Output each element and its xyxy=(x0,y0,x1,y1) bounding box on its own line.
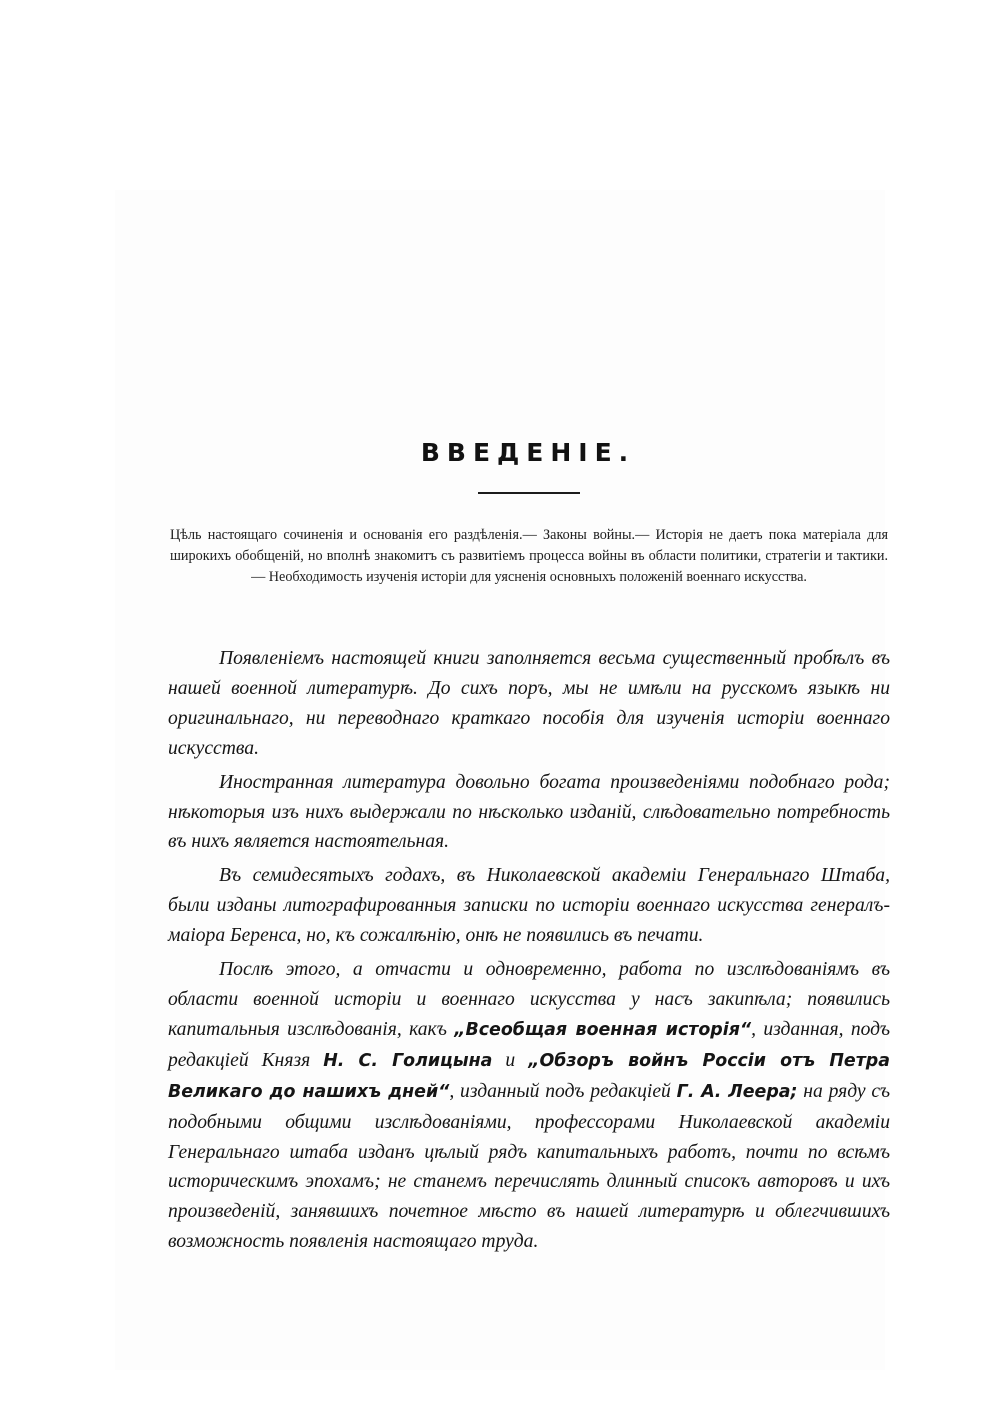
paragraph-4 xyxy=(168,955,890,1257)
paragraph-4-text-4: , изданный подъ редакціей xyxy=(449,1080,677,1102)
chapter-body xyxy=(168,644,890,1257)
paragraph-3: Въ семидесятыхъ годахъ, въ Николаевской академіи Генеральнаго Штаба, были изданы литографированныя записки по исторіи военнаго искусства генералъ-маіора Беренса, но, къ сожалѣнію, онѣ не появились въ печати. xyxy=(168,865,890,947)
paragraph-4-text-1: Послѣ этого, а отчасти и одновременно, работа по изслѣдованіямъ въ области военной исторіи и военнаго искусства у насъ закипѣла; появились капитальныя изслѣдованія, какъ xyxy=(168,959,890,1040)
editor-golitsyn: Н. С. Голицына xyxy=(323,1050,493,1071)
paragraph-2: Иностранная литература довольно богата произведеніями подобнаго рода; нѣкоторыя изъ нихъ выдержали по нѣсколько изданій, слѣдовательно потребность въ нихъ является настоятельная. xyxy=(168,771,890,853)
paragraph-4-text-2: , изданная, подъ редакціей Князя xyxy=(168,1018,890,1071)
paragraph-4-text-3: и xyxy=(492,1049,529,1071)
title-divider xyxy=(478,492,580,494)
book-title-obzor-voyn: „Обзоръ войнъ Россіи отъ Петра Великаго до нашихъ дней“ xyxy=(168,1050,890,1102)
chapter-summary: Цѣль настоящаго сочиненія и основанія его раздѣленія.— Законы войны.— Исторія не даетъ пока матеріала для широкихъ обобщеній, но вполнѣ знакомитъ съ развитіемъ процесса войны въ области политики, стратегіи и тактики.— Необходимость изученія исторіи для уясненія основныхъ положеній военнаго искусства. xyxy=(170,527,888,585)
paragraph-1: Появленіемъ настоящей книги заполняется весьма существенный пробѣлъ въ нашей военной литературѣ. До сихъ поръ, мы не имѣли на русскомъ языкѣ ни оригинальнаго, ни переводнаго краткаго пособія для изученія исторіи военнаго искусства. xyxy=(168,648,890,759)
editor-leer: Г. А. Леера; xyxy=(676,1081,798,1102)
chapter-title: ВВЕДЕНІЕ. xyxy=(420,438,636,467)
book-title-vseobshchaya: „Всеобщая военная исторія“ xyxy=(454,1019,752,1040)
paragraph-4-text-5: на ряду съ подобными общими изслѣдованіями, профессорами Николаевской академіи Генеральнаго штаба изданъ цѣлый рядъ капитальныхъ работъ, почти по всѣмъ историческимъ эпохамъ; не станемъ перечислять длинный списокъ авторовъ и ихъ произведеній, занявшихъ почетное мѣсто въ нашей литературѣ и облегчившихъ возможность появленія настоящаго труда. xyxy=(168,1080,890,1253)
